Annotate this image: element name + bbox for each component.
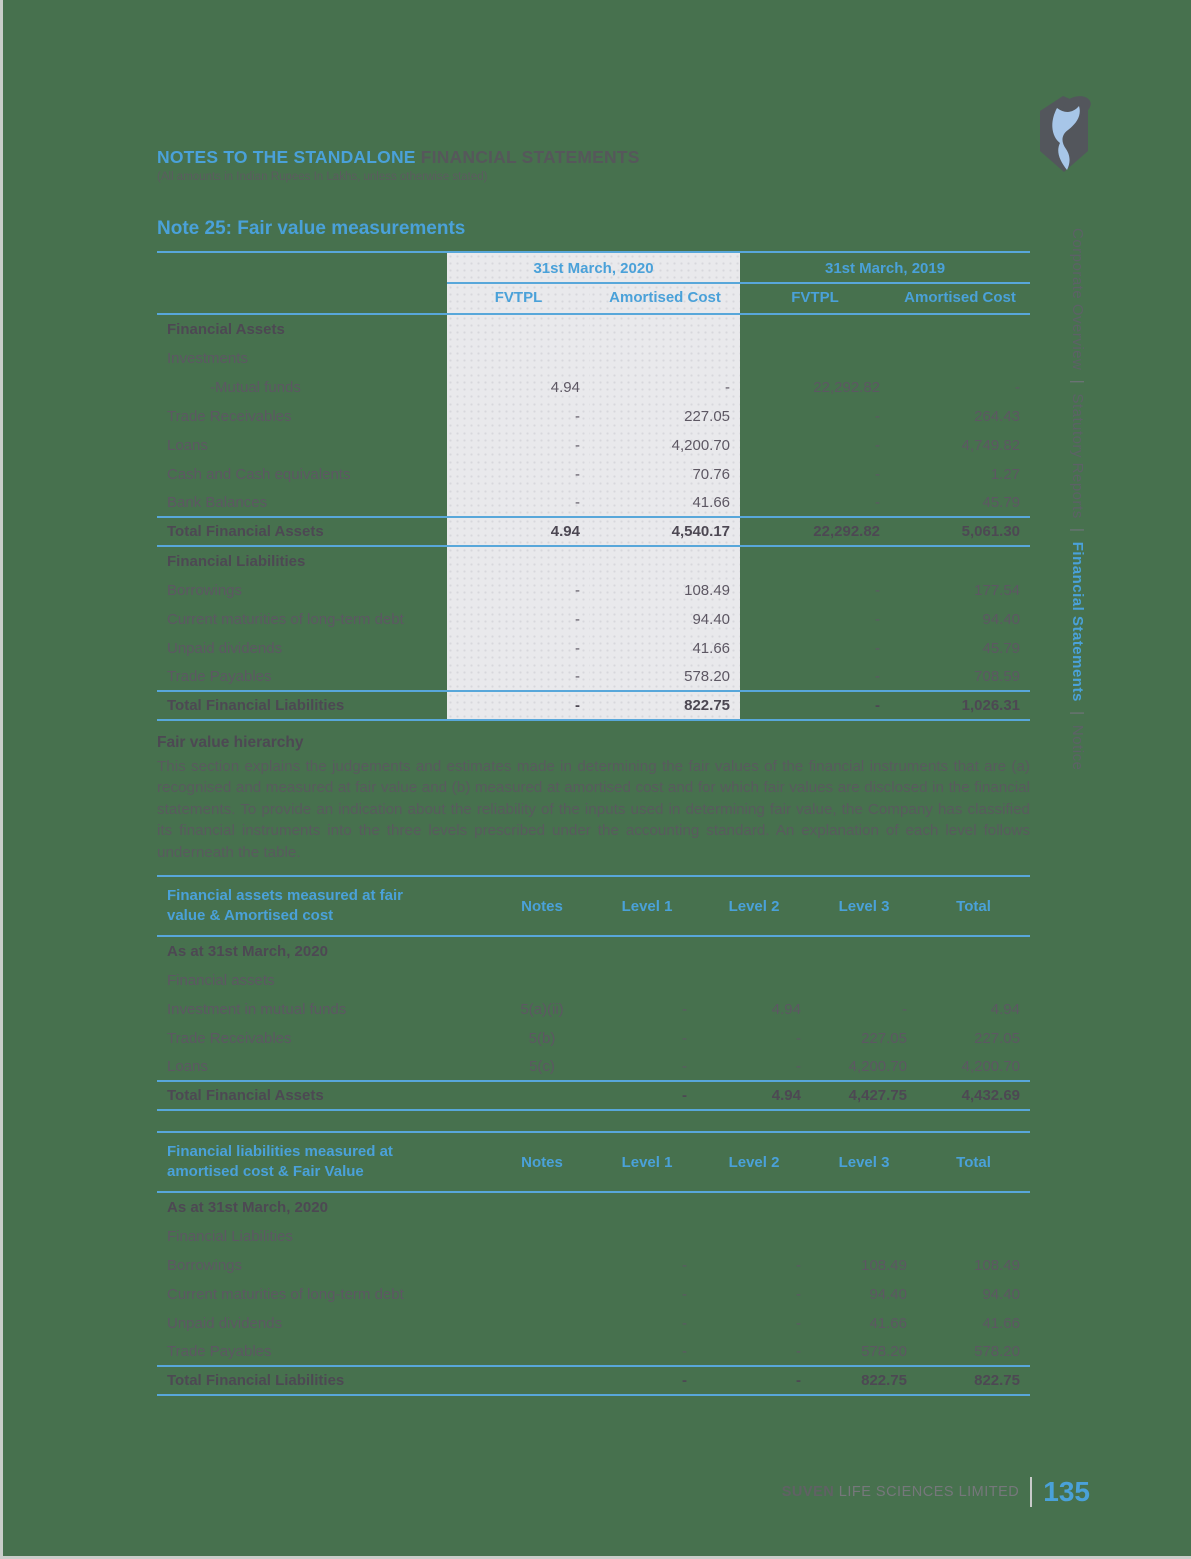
table-row bbox=[157, 936, 1030, 965]
row-value bbox=[740, 546, 890, 575]
page-number: 135 bbox=[1043, 1476, 1090, 1507]
row-value: - bbox=[875, 668, 881, 685]
table-row bbox=[157, 314, 1030, 343]
table-row bbox=[157, 372, 1030, 401]
page-content bbox=[157, 147, 1030, 1396]
fair-value-hierarchy-paragraph: This section explains the judgements and estimates made in determining the fair values of the financial instruments that are (a) recognised and measured at fair value and (b) measured at amortised cost and for which fair values are disclosed in the financial statements. To provide an indication about the reliability of the inputs used in determining fair value, the Company has classified its financial instruments into the three levels prescribed under the accounting standard. An explanation of each level follows underneath the table. bbox=[157, 758, 1030, 861]
row-value: - bbox=[796, 1257, 801, 1275]
row-label: Trade Receivables bbox=[167, 408, 292, 425]
row-value: 177.54 bbox=[974, 582, 1021, 599]
row-value: 227.05 bbox=[590, 401, 740, 430]
page-title-primary: NOTES TO THE STANDALONE bbox=[157, 147, 416, 167]
row-value bbox=[697, 1221, 811, 1250]
note-title: Note 25: Fair value measurements bbox=[157, 218, 466, 239]
row-value: - bbox=[796, 1315, 801, 1333]
row-value bbox=[917, 1221, 1030, 1250]
row-value: 108.49 bbox=[861, 1257, 907, 1275]
row-value bbox=[917, 965, 1030, 994]
nav-item-financial-statements: Financial Statements bbox=[1069, 541, 1086, 702]
row-value: 4.94 bbox=[447, 372, 590, 401]
row-value: 45.79 bbox=[982, 640, 1021, 657]
row-value bbox=[890, 343, 1030, 372]
table-row bbox=[157, 401, 1030, 430]
suven-logo-icon bbox=[1034, 94, 1094, 174]
company-name bbox=[782, 1484, 1020, 1500]
table-row bbox=[157, 1250, 1030, 1279]
nav-separator: | bbox=[1069, 518, 1086, 542]
row-value bbox=[890, 546, 1030, 575]
column-header: Notes bbox=[487, 876, 597, 936]
row-label: Total Financial Assets bbox=[157, 1081, 487, 1110]
page-edge-left bbox=[0, 0, 3, 1559]
row-value bbox=[811, 1221, 917, 1250]
row-label: Financial assets bbox=[167, 972, 275, 990]
row-note bbox=[487, 1081, 597, 1110]
row-note bbox=[487, 1221, 597, 1250]
row-value: - bbox=[796, 1286, 801, 1304]
company-name-rest: LIFE SCIENCES LIMITED bbox=[838, 1484, 1020, 1500]
row-value: 822.75 bbox=[590, 691, 740, 720]
page-title bbox=[157, 147, 1030, 168]
row-value: 70.76 bbox=[590, 459, 740, 488]
assets-fair-value-levels-table bbox=[157, 875, 1030, 1111]
row-value: 578.20 bbox=[861, 1343, 907, 1361]
table-row bbox=[157, 1366, 1030, 1395]
row-value bbox=[447, 343, 590, 372]
row-label: As at 31st March, 2020 bbox=[167, 943, 328, 961]
row-value: 1.27 bbox=[990, 466, 1021, 483]
table-row bbox=[157, 1221, 1030, 1250]
nav-item-statutory-reports: Statutory Reports bbox=[1069, 393, 1086, 519]
table-row bbox=[157, 343, 1030, 372]
row-value: - bbox=[875, 437, 881, 454]
row-value: - bbox=[740, 691, 890, 720]
table-row bbox=[157, 430, 1030, 459]
row-value: 4,427.75 bbox=[811, 1081, 917, 1110]
row-value bbox=[697, 965, 811, 994]
row-value bbox=[697, 1192, 811, 1221]
column-header: FVTPL bbox=[447, 283, 590, 314]
table-row bbox=[157, 1081, 1030, 1110]
row-value: - bbox=[875, 582, 881, 599]
table-row bbox=[157, 1308, 1030, 1337]
row-value: 227.05 bbox=[861, 1030, 907, 1048]
row-label: Financial Liabilities bbox=[167, 1228, 293, 1246]
row-value: - bbox=[796, 1058, 801, 1076]
row-value: 22,292.82 bbox=[813, 379, 881, 396]
row-value: - bbox=[597, 1081, 697, 1110]
row-label: Borrowings bbox=[167, 1257, 243, 1275]
row-note bbox=[487, 1366, 597, 1395]
row-value: 4.94 bbox=[771, 1001, 801, 1019]
nav-separator: | bbox=[1069, 701, 1086, 725]
row-value: 41.66 bbox=[590, 633, 740, 662]
row-label: Trade Receivables bbox=[167, 1030, 292, 1048]
row-value: - bbox=[447, 633, 590, 662]
row-note bbox=[487, 1308, 597, 1337]
row-note bbox=[487, 1337, 597, 1366]
row-value: 41.66 bbox=[869, 1315, 907, 1333]
table-row bbox=[157, 575, 1030, 604]
row-value bbox=[890, 314, 1030, 343]
row-value: - bbox=[682, 1001, 687, 1019]
table-row bbox=[157, 1279, 1030, 1308]
row-value: - bbox=[1015, 379, 1021, 396]
row-value bbox=[740, 314, 890, 343]
table-row bbox=[157, 965, 1030, 994]
row-label: Unpaid dividends bbox=[167, 640, 283, 657]
header-row bbox=[157, 876, 1030, 936]
column-header: FVTPL bbox=[740, 283, 890, 314]
sub-header-row bbox=[157, 283, 1030, 314]
row-value: 4,200.70 bbox=[961, 1058, 1020, 1076]
column-group-2019: 31st March, 2019 bbox=[740, 252, 1030, 283]
nav-separator: | bbox=[1069, 370, 1086, 394]
row-value bbox=[447, 314, 590, 343]
nav-item-corporate-overview: Corporate Overview bbox=[1069, 228, 1086, 371]
row-label: Bank Balances bbox=[167, 494, 268, 511]
page-subtitle: (All amounts in Indian Rupees In Lakhs, unless otherwise stated) bbox=[157, 171, 488, 183]
row-value: 227.05 bbox=[974, 1030, 1020, 1048]
row-value: - bbox=[447, 459, 590, 488]
row-value: 4.94 bbox=[447, 517, 590, 546]
row-label: Financial Assets bbox=[167, 321, 285, 338]
row-label: Trade Payables bbox=[167, 668, 272, 685]
row-value: - bbox=[447, 662, 590, 691]
row-value: 41.66 bbox=[982, 1315, 1020, 1333]
row-value: 94.40 bbox=[590, 604, 740, 633]
row-value: - bbox=[875, 494, 881, 511]
row-label: Unpaid dividends bbox=[167, 1315, 283, 1333]
column-header: Level 1 bbox=[597, 1132, 697, 1192]
table-corner-cell bbox=[157, 283, 447, 314]
row-value: 4.94 bbox=[697, 1081, 811, 1110]
column-header: Level 3 bbox=[811, 1132, 917, 1192]
row-value: 94.40 bbox=[982, 1286, 1020, 1304]
row-value: - bbox=[875, 408, 881, 425]
table-row bbox=[157, 517, 1030, 546]
row-value: - bbox=[447, 575, 590, 604]
row-label: Investments bbox=[167, 350, 248, 367]
row-value: - bbox=[875, 611, 881, 628]
row-value: - bbox=[597, 1366, 697, 1395]
table-row bbox=[157, 459, 1030, 488]
row-value: 578.20 bbox=[590, 662, 740, 691]
table-row bbox=[157, 662, 1030, 691]
table-row bbox=[157, 488, 1030, 517]
row-value: 94.40 bbox=[982, 611, 1021, 628]
row-label: Loans bbox=[167, 437, 208, 454]
row-value: - bbox=[875, 466, 881, 483]
column-header: Level 1 bbox=[597, 876, 697, 936]
row-value: 264.43 bbox=[974, 408, 1021, 425]
row-value: - bbox=[796, 1030, 801, 1048]
row-label: Investment in mutual funds bbox=[167, 1001, 347, 1019]
row-label: Current maturities of long-term debt bbox=[167, 1286, 404, 1304]
row-label: Total Financial Assets bbox=[157, 517, 447, 546]
page-footer bbox=[782, 1477, 1090, 1507]
row-value bbox=[811, 936, 917, 965]
row-value: - bbox=[682, 1257, 687, 1275]
row-note bbox=[487, 965, 597, 994]
table-title: Financial assets measured at fair value & Amortised cost bbox=[157, 876, 487, 936]
row-value: - bbox=[447, 401, 590, 430]
row-value bbox=[597, 965, 697, 994]
row-value bbox=[597, 1192, 697, 1221]
row-value: - bbox=[875, 640, 881, 657]
table-row bbox=[157, 1192, 1030, 1221]
row-note bbox=[487, 1279, 597, 1308]
row-value bbox=[917, 1192, 1030, 1221]
table-title: Financial liabilities measured at amortised cost & Fair Value bbox=[157, 1132, 487, 1192]
row-value: - bbox=[682, 1286, 687, 1304]
row-value: 4,200.70 bbox=[848, 1058, 907, 1076]
footer-divider bbox=[1030, 1477, 1032, 1507]
row-label: As at 31st March, 2020 bbox=[167, 1199, 328, 1217]
row-label: Total Financial Liabilities bbox=[157, 1366, 487, 1395]
row-value: - bbox=[447, 430, 590, 459]
group-header-row bbox=[157, 252, 1030, 283]
row-value: 41.66 bbox=[590, 488, 740, 517]
row-value: - bbox=[682, 1315, 687, 1333]
row-value: 108.49 bbox=[590, 575, 740, 604]
row-value: - bbox=[682, 1343, 687, 1361]
row-value bbox=[447, 546, 590, 575]
row-value: 22,292.82 bbox=[740, 517, 890, 546]
table-row bbox=[157, 1337, 1030, 1366]
table-corner-cell bbox=[157, 252, 447, 283]
table-row bbox=[157, 546, 1030, 575]
row-value: - bbox=[447, 488, 590, 517]
row-value: 4,432.69 bbox=[917, 1081, 1030, 1110]
row-value: - bbox=[682, 1030, 687, 1048]
table-row bbox=[157, 604, 1030, 633]
header-row bbox=[157, 1132, 1030, 1192]
row-value: 708.59 bbox=[974, 668, 1021, 685]
row-value: - bbox=[796, 1343, 801, 1361]
row-value: 4,200.70 bbox=[590, 430, 740, 459]
row-value: 4,749.82 bbox=[961, 437, 1021, 454]
row-note: 5(a)(ii) bbox=[520, 1001, 564, 1019]
table-row bbox=[157, 1052, 1030, 1081]
row-value bbox=[590, 343, 740, 372]
fair-value-measurements-table bbox=[157, 251, 1030, 721]
row-note bbox=[487, 1192, 597, 1221]
row-value: 4,540.17 bbox=[590, 517, 740, 546]
fair-value-hierarchy-heading: Fair value hierarchy bbox=[157, 734, 304, 751]
row-value bbox=[917, 936, 1030, 965]
row-label: Trade Payables bbox=[167, 1343, 272, 1361]
row-value: 94.40 bbox=[869, 1286, 907, 1304]
row-value: - bbox=[682, 1058, 687, 1076]
row-value bbox=[597, 1221, 697, 1250]
column-header: Level 3 bbox=[811, 876, 917, 936]
table-row bbox=[157, 994, 1030, 1023]
column-header: Total bbox=[917, 876, 1030, 936]
row-value bbox=[697, 936, 811, 965]
table-row bbox=[157, 633, 1030, 662]
row-value: 822.75 bbox=[811, 1366, 917, 1395]
row-value: 822.75 bbox=[917, 1366, 1030, 1395]
table-row bbox=[157, 691, 1030, 720]
row-value bbox=[597, 936, 697, 965]
company-name-bold: SUVEN bbox=[781, 1484, 835, 1500]
row-value: 4.94 bbox=[990, 1001, 1020, 1019]
row-label: -Mutual funds bbox=[210, 379, 301, 396]
column-header: Amortised Cost bbox=[890, 283, 1030, 314]
row-value bbox=[590, 546, 740, 575]
column-header: Notes bbox=[487, 1132, 597, 1192]
row-value: 108.49 bbox=[974, 1257, 1020, 1275]
row-note bbox=[487, 1250, 597, 1279]
row-value: 1,026.31 bbox=[890, 691, 1030, 720]
nav-item-notice: Notice bbox=[1069, 724, 1086, 771]
row-value: 5,061.30 bbox=[890, 517, 1030, 546]
row-label: Loans bbox=[167, 1058, 208, 1076]
row-value bbox=[811, 1192, 917, 1221]
row-note: 5(b) bbox=[528, 1030, 556, 1048]
page-title-secondary: FINANCIAL STATEMENTS bbox=[420, 147, 640, 167]
row-value: - bbox=[447, 691, 590, 720]
row-value: 45.79 bbox=[982, 494, 1021, 511]
liabilities-fair-value-levels-table bbox=[157, 1131, 1030, 1396]
row-value: 578.20 bbox=[974, 1343, 1020, 1361]
row-value bbox=[590, 314, 740, 343]
row-label: Current maturities of long-term debt bbox=[167, 611, 404, 628]
column-header: Level 2 bbox=[697, 1132, 811, 1192]
column-group-2020: 31st March, 2020 bbox=[447, 252, 740, 283]
column-header: Level 2 bbox=[697, 876, 811, 936]
row-value: - bbox=[697, 1366, 811, 1395]
column-header: Amortised Cost bbox=[590, 283, 740, 314]
row-label: Borrowings bbox=[167, 582, 243, 599]
column-header: Total bbox=[917, 1132, 1030, 1192]
table-row bbox=[157, 1023, 1030, 1052]
row-label: Total Financial Liabilities bbox=[157, 691, 447, 720]
row-value: - bbox=[590, 372, 740, 401]
row-label: Cash and Cash equivalents bbox=[167, 466, 351, 483]
row-value bbox=[811, 965, 917, 994]
row-value: - bbox=[447, 604, 590, 633]
row-label: Financial Liabilities bbox=[167, 553, 306, 570]
row-value bbox=[740, 343, 890, 372]
section-nav bbox=[1069, 228, 1086, 770]
row-note bbox=[487, 936, 597, 965]
row-note: 5(c) bbox=[529, 1058, 555, 1076]
row-value: - bbox=[902, 1001, 907, 1019]
